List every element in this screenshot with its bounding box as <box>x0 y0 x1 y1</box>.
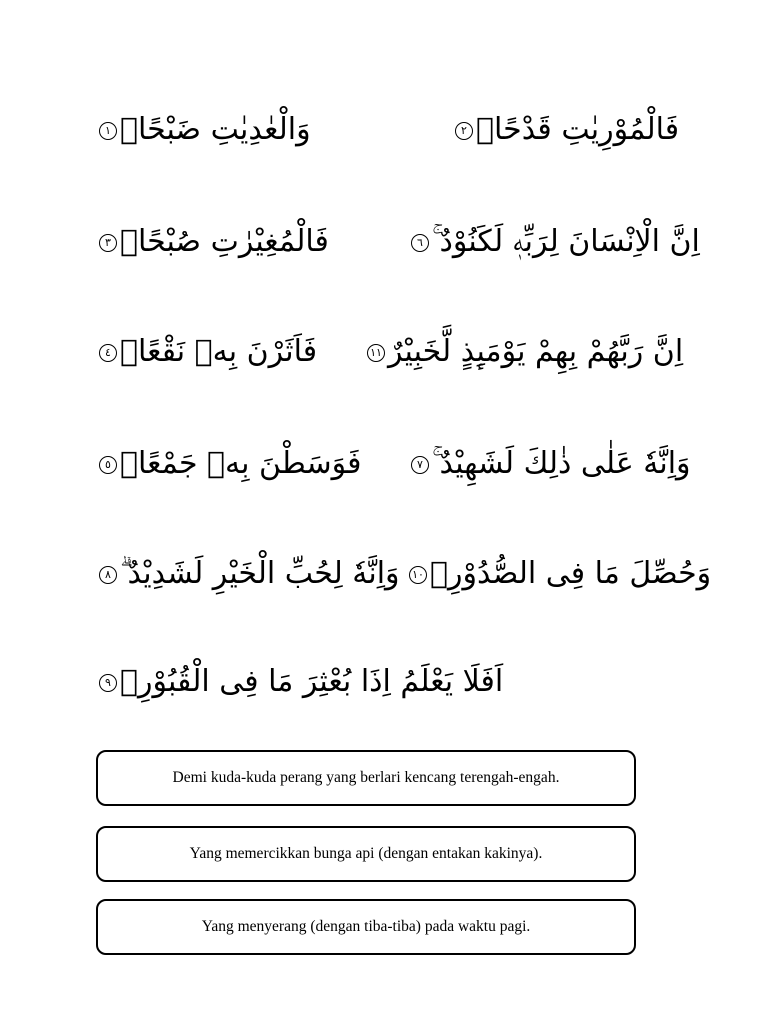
ayah-number-marker: ١١ <box>367 344 385 362</box>
verse-text: فَالْمُغِيْرٰتِ صُبْحًاۙ <box>120 224 329 259</box>
ayah-number-marker: ٥ <box>99 456 117 474</box>
meaning-box-3 <box>96 899 636 955</box>
verse-text: اِنَّ رَبَّهُمْ بِهِمْ يَوْمَىِٕذٍ لَّخَبِيْرٌ <box>388 334 684 369</box>
verse-text: وَاِنَّهٗ عَلٰى ذٰلِكَ لَشَهِيْدٌ ۚ <box>432 446 691 481</box>
verse-1 <box>96 112 311 148</box>
verse-10 <box>406 556 711 592</box>
meaning-text: Yang menyerang (dengan tiba-tiba) pada waktu pagi. <box>201 918 531 935</box>
ayah-number-marker: ٢ <box>455 122 473 140</box>
verse-9 <box>96 664 503 700</box>
ayah-number-marker: ٦ <box>411 234 429 252</box>
ayah-number-marker: ١ <box>99 122 117 140</box>
verse-text: فَاَثَرْنَ بِهٖ نَقْعًاۙ <box>120 334 318 369</box>
meaning-text: Demi kuda-kuda perang yang berlari kencang terengah-engah. <box>172 769 560 786</box>
ayah-number-marker: ٣ <box>99 234 117 252</box>
verse-text: اِنَّ الْاِنْسَانَ لِرَبِّهٖ لَكَنُوْدٌ ۚ <box>432 224 700 259</box>
verse-8 <box>96 556 400 592</box>
ayah-number-marker: ٨ <box>99 566 117 584</box>
ayah-number-marker: ١٠ <box>409 566 427 584</box>
verse-text: فَالْمُوْرِيٰتِ قَدْحًاۙ <box>476 112 680 147</box>
verse-text: اَفَلَا يَعْلَمُ اِذَا بُعْثِرَ مَا فِى الْقُبُوْرِۙ <box>120 664 504 699</box>
meaning-box-1 <box>96 750 636 806</box>
verse-3 <box>96 224 329 260</box>
meaning-text: Yang memercikkan bunga api (dengan entakan kakinya). <box>189 845 543 862</box>
verse-2 <box>452 112 679 148</box>
verse-6 <box>408 224 700 260</box>
ayah-number-marker: ٤ <box>99 344 117 362</box>
verse-5 <box>96 446 361 482</box>
meaning-box-2 <box>96 826 636 882</box>
ayah-number-marker: ٧ <box>411 456 429 474</box>
verse-text: وَاِنَّهٗ لِحُبِّ الْخَيْرِ لَشَدِيْدٌ ۗ <box>120 556 400 591</box>
verse-4 <box>96 334 317 370</box>
verse-text: فَوَسَطْنَ بِهٖ جَمْعًاۙ <box>120 446 362 481</box>
verse-11 <box>364 334 683 370</box>
ayah-number-marker: ٩ <box>99 674 117 692</box>
verse-7 <box>408 446 691 482</box>
verse-text: وَحُصِّلَ مَا فِى الصُّدُوْرِۙ <box>430 556 712 591</box>
verse-text: وَالْعٰدِيٰتِ ضَبْحًاۙ <box>120 112 311 147</box>
